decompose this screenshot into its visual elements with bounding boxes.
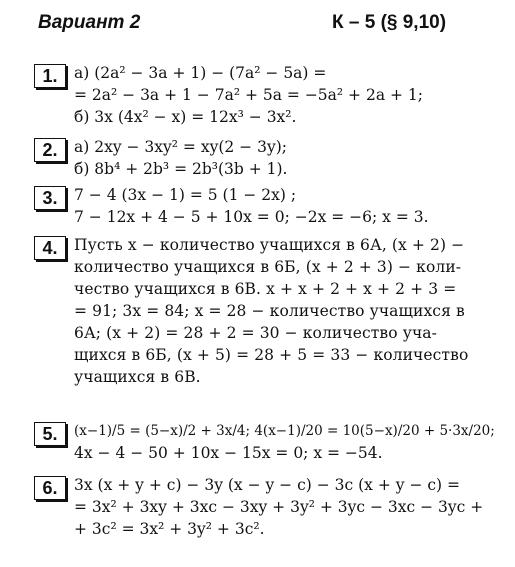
solution-line: + 3c² = 3x² + 3y² + 3c².: [74, 520, 265, 538]
solution-line: а) (2a² − 3a + 1) − (7a² − 5a) =: [74, 64, 327, 82]
task-number-box: 4.: [34, 236, 66, 260]
solution-line: б) 8b⁴ + 2b³ = 2b³(3b + 1).: [74, 160, 288, 178]
page-header: [0, 6, 515, 36]
solution-line: количество учащихся в 6Б, (x + 2 + 3) − коли-: [74, 258, 462, 276]
task-solution: [74, 62, 504, 128]
solution-line: (x−1)/5 = (5−x)/2 + 3x/4; 4(x−1)/20 = 10(5−x)/20 + 5·3x/20;: [74, 423, 495, 439]
solution-line: чество учащихся в 6В. x + x + 2 + x + 2 + 3 =: [74, 280, 457, 298]
task-solution: [74, 420, 504, 464]
solution-line: учащихся в 6В.: [74, 368, 201, 386]
solution-line: = 3x² + 3xy + 3xc − 3xy + 3y² + 3yc − 3xc − 3yc +: [74, 498, 484, 516]
task-solution: [74, 184, 504, 228]
solution-line: 4x − 4 − 50 + 10x − 15x = 0; x = −54.: [74, 444, 383, 462]
task-solution: [74, 234, 504, 388]
task-number-box: 1.: [34, 64, 66, 88]
solution-line: Пусть x − количество учащихся в 6А, (x + 2) −: [74, 236, 465, 254]
solution-line: 7 − 4 (3x − 1) = 5 (1 − 2x) ;: [74, 186, 297, 204]
task-number-box: 3.: [34, 186, 66, 210]
task-number-box: 6.: [34, 476, 66, 500]
solution-line: 6А; (x + 2) = 28 + 2 = 30 − количество уча-: [74, 324, 437, 342]
test-code: К – 5 (§ 9,10): [332, 12, 447, 33]
solution-line: = 91; 3x = 84; x = 28 − количество учащихся в: [74, 302, 465, 320]
solution-line: щихся в 6Б, (x + 5) = 28 + 5 = 33 − количество: [74, 346, 469, 364]
solution-line: = 2a² − 3a + 1 − 7a² + 5a = −5a² + 2a + 1;: [74, 86, 423, 104]
variant-title: Вариант 2: [38, 12, 141, 33]
solution-line: 3x (x + y + c) − 3y (x − y − c) − 3c (x + y − c) =: [74, 476, 461, 494]
task-number-box: 5.: [34, 422, 66, 446]
task-number-box: 2.: [34, 138, 66, 162]
solution-line: 7 − 12x + 4 − 5 + 10x = 0; −2x = −6; x = 3.: [74, 208, 429, 226]
task-solution: [74, 136, 504, 180]
task-solution: [74, 474, 504, 540]
solution-line: а) 2xy − 3xy² = xy(2 − 3y);: [74, 138, 287, 156]
solution-line: б) 3x (4x² − x) = 12x³ − 3x².: [74, 108, 297, 126]
